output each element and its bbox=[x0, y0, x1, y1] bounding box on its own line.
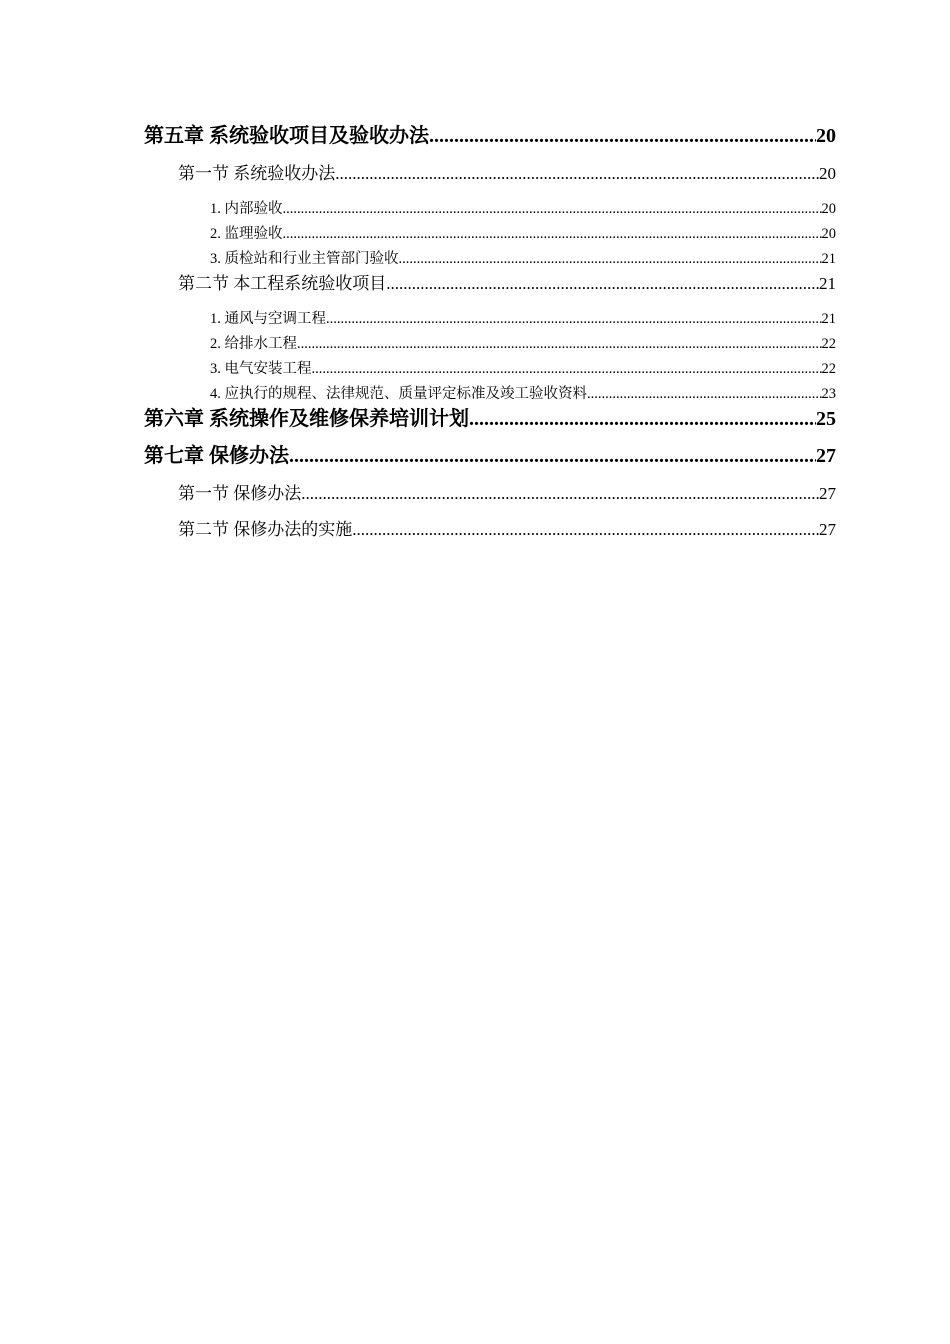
toc-entry-ch5-s2-item-3[interactable] bbox=[210, 359, 836, 379]
toc-entry-title: 第七章 保修办法 bbox=[144, 445, 289, 467]
toc-entry-title: 2. 监理验收 bbox=[210, 226, 283, 242]
dot-leader bbox=[352, 518, 819, 542]
toc-entry-chapter-5[interactable] bbox=[144, 123, 836, 149]
toc-entry-title: 第二节 本工程系统验收项目 bbox=[178, 274, 387, 293]
toc-entry-page: 27 bbox=[819, 520, 836, 539]
toc-entry-title: 4. 应执行的规程、法律规范、质量评定标准及竣工验收资料 bbox=[210, 386, 587, 402]
toc-entry-title: 第六章 系统操作及维修保养培训计划 bbox=[144, 408, 469, 430]
dot-leader bbox=[335, 162, 819, 186]
dot-leader bbox=[469, 406, 816, 432]
toc-entry-title: 第五章 系统验收项目及验收办法 bbox=[144, 125, 429, 147]
dot-leader bbox=[429, 123, 816, 149]
toc-entry-title: 第一节 系统验收办法 bbox=[178, 164, 336, 183]
toc-entry-page: 21 bbox=[821, 251, 836, 267]
dot-leader bbox=[297, 334, 822, 354]
toc-entry-ch5-s2-item-2[interactable] bbox=[210, 334, 836, 354]
toc-entry-ch5-s1-item-3[interactable] bbox=[210, 249, 836, 269]
toc-entry-page: 20 bbox=[816, 125, 836, 147]
toc-entry-ch5-s2-item-4[interactable] bbox=[210, 384, 836, 404]
toc-entry-page: 20 bbox=[819, 164, 836, 183]
toc-entry-chapter-7[interactable] bbox=[144, 443, 836, 469]
toc-entry-page: 21 bbox=[819, 274, 836, 293]
toc-entry-ch5-section-2[interactable] bbox=[178, 272, 836, 296]
toc-entry-page: 22 bbox=[821, 336, 836, 352]
toc-entry-page: 20 bbox=[821, 226, 836, 242]
toc-entry-title: 2. 给排水工程 bbox=[210, 336, 297, 352]
toc-entry-chapter-6[interactable] bbox=[144, 406, 836, 432]
toc-entry-page: 20 bbox=[821, 201, 836, 217]
toc-entry-title: 1. 内部验收 bbox=[210, 201, 283, 217]
toc-entry-ch5-section-1[interactable] bbox=[178, 162, 836, 186]
toc-entry-title: 3. 电气安装工程 bbox=[210, 361, 312, 377]
toc-entry-page: 22 bbox=[821, 361, 836, 377]
dot-leader bbox=[289, 443, 816, 469]
dot-leader bbox=[312, 359, 822, 379]
toc-entry-ch7-section-1[interactable] bbox=[178, 482, 836, 506]
dot-leader bbox=[301, 482, 819, 506]
toc-entry-title: 第一节 保修办法 bbox=[178, 484, 302, 503]
toc-entry-ch7-section-2[interactable] bbox=[178, 518, 836, 542]
toc-entry-page: 21 bbox=[821, 311, 836, 327]
toc-entry-title: 第二节 保修办法的实施 bbox=[178, 520, 353, 539]
toc-entry-page: 23 bbox=[821, 386, 836, 402]
dot-leader bbox=[587, 384, 822, 404]
dot-leader bbox=[283, 199, 822, 219]
toc-entry-page: 27 bbox=[819, 484, 836, 503]
toc-entry-title: 3. 质检站和行业主管部门验收 bbox=[210, 251, 399, 267]
dot-leader bbox=[399, 249, 822, 269]
dot-leader bbox=[326, 309, 822, 329]
toc-entry-title: 1. 通风与空调工程 bbox=[210, 311, 326, 327]
dot-leader bbox=[386, 272, 819, 296]
dot-leader bbox=[283, 224, 822, 244]
toc-entry-page: 27 bbox=[816, 445, 836, 467]
toc-entry-ch5-s2-item-1[interactable] bbox=[210, 309, 836, 329]
toc-entry-ch5-s1-item-1[interactable] bbox=[210, 199, 836, 219]
toc-entry-page: 25 bbox=[816, 408, 836, 430]
toc-entry-ch5-s1-item-2[interactable] bbox=[210, 224, 836, 244]
